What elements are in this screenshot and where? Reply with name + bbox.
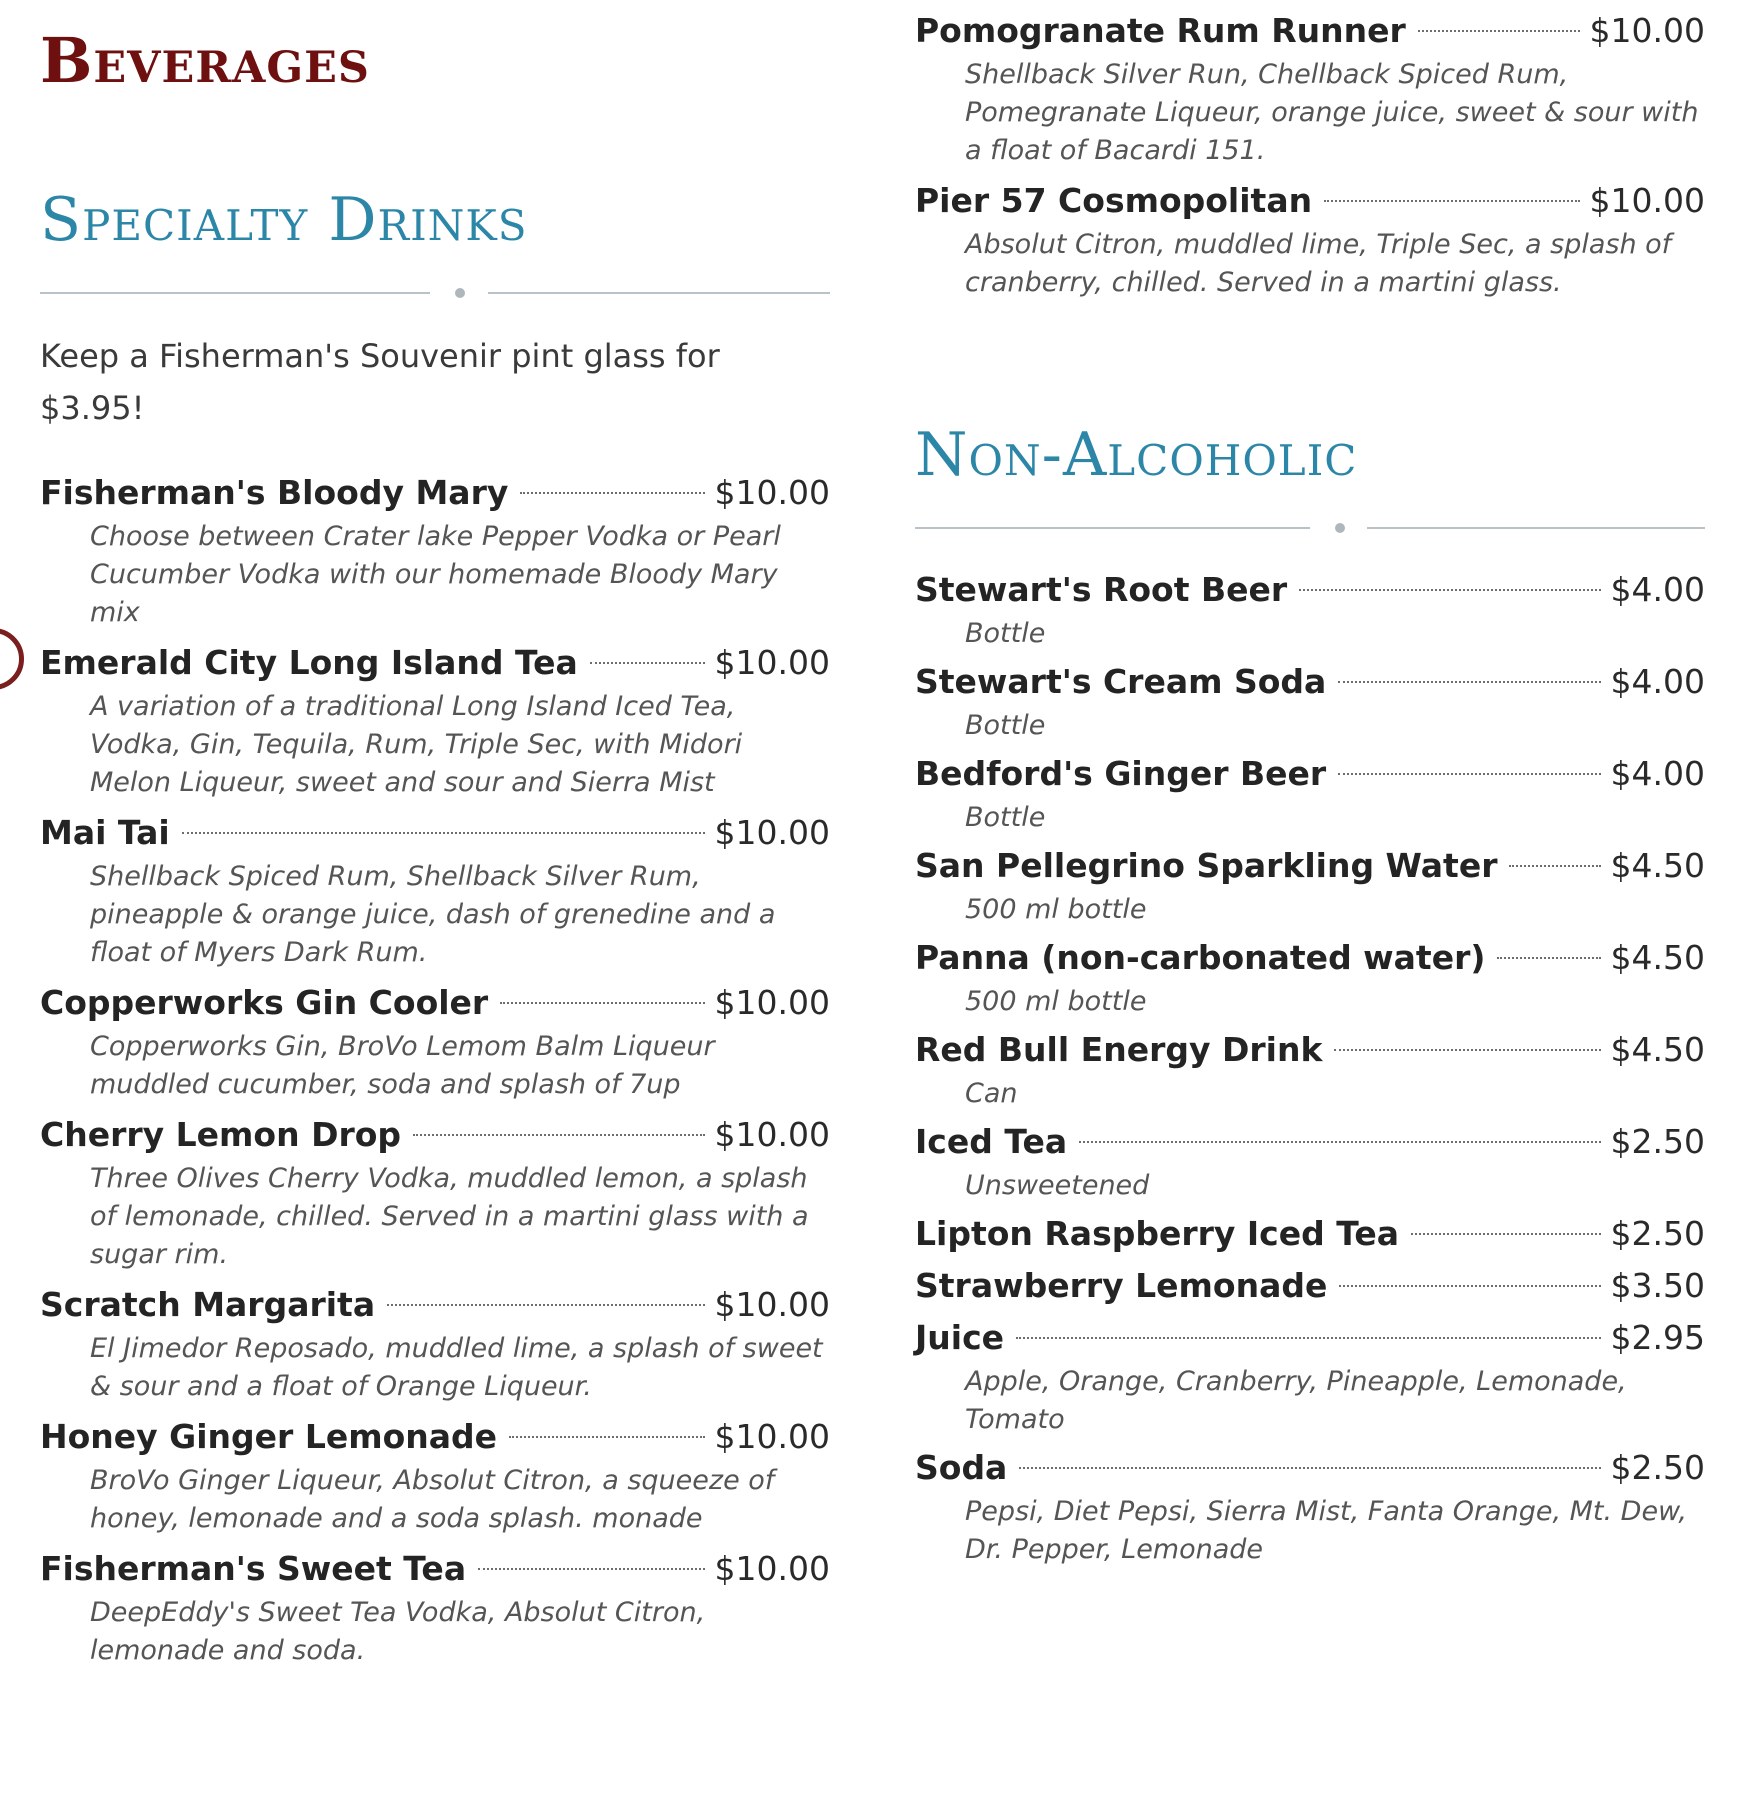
dot-leader xyxy=(478,1568,704,1570)
dot-leader xyxy=(1497,957,1600,959)
dot-leader xyxy=(387,1304,704,1306)
menu-item-row xyxy=(915,1445,1705,1491)
menu-item xyxy=(40,980,830,1104)
menu-item-row xyxy=(915,1027,1705,1073)
menu-item xyxy=(915,1027,1705,1113)
item-description: Absolut Citron, muddled lime, Triple Sec, a splash of cranberry, chilled. Served in a martini glass. xyxy=(965,229,1672,298)
menu-item xyxy=(915,1315,1705,1439)
dot-leader xyxy=(1334,1049,1600,1051)
dot-leader xyxy=(500,1002,704,1004)
menu-item xyxy=(40,810,830,972)
item-name: Honey Ginger Lemonade xyxy=(40,1417,498,1456)
item-description: BroVo Ginger Liqueur, Absolut Citron, a squeeze of honey, lemonade and a soda splash. monade xyxy=(90,1465,775,1534)
item-price: $4.50 xyxy=(1610,1030,1705,1069)
item-price: $10.00 xyxy=(714,1417,830,1456)
menu-item-row xyxy=(915,1315,1705,1361)
menu-item-row xyxy=(915,1263,1705,1309)
item-description: A variation of a traditional Long Island Iced Tea, Vodka, Gin, Tequila, Rum, Triple Sec, with Midori Melon Liqueur, sweet and sour and Sierra Mist xyxy=(90,691,743,798)
item-name: Mai Tai xyxy=(40,813,170,852)
menu-item-row xyxy=(40,1282,830,1328)
menu-item-row xyxy=(40,1112,830,1158)
item-description: Pepsi, Diet Pepsi, Sierra Mist, Fanta Orange, Mt. Dew, Dr. Pepper, Lemonade xyxy=(965,1496,1688,1565)
item-description: El Jimedor Reposado, muddled lime, a splash of sweet & sour and a float of Orange Liqueur. xyxy=(90,1333,823,1402)
menu-item xyxy=(915,843,1705,929)
menu-item xyxy=(915,178,1705,302)
non-alcoholic-list xyxy=(915,567,1705,1575)
item-name: Emerald City Long Island Tea xyxy=(40,643,578,682)
item-description: Can xyxy=(965,1078,1018,1109)
dot-leader xyxy=(182,832,705,834)
menu-item xyxy=(40,1414,830,1538)
item-description: Choose between Crater lake Pepper Vodka or Pearl Cucumber Vodka with our homemade Bloody Mary mix xyxy=(90,521,781,628)
item-name: Fisherman's Sweet Tea xyxy=(40,1549,467,1588)
menu-item-row xyxy=(40,1414,830,1460)
item-price: $2.50 xyxy=(1610,1122,1705,1161)
item-price: $4.00 xyxy=(1610,662,1705,701)
item-price: $2.50 xyxy=(1610,1448,1705,1487)
dot-leader xyxy=(509,1436,704,1438)
item-description: Unsweetened xyxy=(965,1170,1150,1201)
menu-item xyxy=(915,567,1705,653)
menu-item-row xyxy=(915,567,1705,613)
item-price: $10.00 xyxy=(1589,181,1705,220)
item-name: Lipton Raspberry Iced Tea xyxy=(915,1214,1399,1253)
section-title-non-alcoholic: Non-Alcoholic xyxy=(915,420,1358,490)
item-description: Bottle xyxy=(965,618,1046,649)
item-name: Scratch Margarita xyxy=(40,1285,376,1324)
menu-item-row xyxy=(40,470,830,516)
menu-item-row xyxy=(40,810,830,856)
item-name: San Pellegrino Sparkling Water xyxy=(915,846,1498,885)
menu-item-row xyxy=(40,980,830,1026)
item-price: $10.00 xyxy=(714,643,830,682)
item-price: $4.00 xyxy=(1610,754,1705,793)
item-price: $10.00 xyxy=(714,983,830,1022)
menu-item-row xyxy=(915,1119,1705,1165)
edge-circle-marker xyxy=(0,628,24,690)
item-description: Copperworks Gin, BroVo Lemom Balm Liqueur muddled cucumber, soda and splash of 7up xyxy=(90,1031,715,1100)
menu-item xyxy=(915,751,1705,837)
menu-item xyxy=(40,1112,830,1274)
item-name: Copperworks Gin Cooler xyxy=(40,983,489,1022)
item-price: $10.00 xyxy=(714,1285,830,1324)
dot-leader xyxy=(1339,1285,1600,1287)
item-name: Strawberry Lemonade xyxy=(915,1266,1328,1305)
dot-leader xyxy=(1338,681,1600,683)
dot-leader xyxy=(1338,773,1600,775)
menu-item-row xyxy=(40,640,830,686)
menu-item xyxy=(915,659,1705,745)
item-name: Stewart's Cream Soda xyxy=(915,662,1327,701)
item-price: $10.00 xyxy=(714,813,830,852)
item-name: Soda xyxy=(915,1448,1008,1487)
item-price: $3.50 xyxy=(1610,1266,1705,1305)
menu-item xyxy=(915,1211,1705,1257)
item-description: Shellback Spiced Rum, Shellback Silver Rum, pineapple & orange juice, dash of grenedine and a float of Myers Dark Rum. xyxy=(90,861,776,968)
dot-leader xyxy=(1411,1233,1601,1235)
menu-item-row xyxy=(40,1546,830,1592)
menu-item-row xyxy=(915,843,1705,889)
menu-item xyxy=(40,1282,830,1406)
dot-leader xyxy=(1324,200,1579,202)
section-divider xyxy=(915,521,1705,535)
menu-item-row xyxy=(915,178,1705,224)
item-price: $10.00 xyxy=(714,473,830,512)
item-name: Pier 57 Cosmopolitan xyxy=(915,181,1313,220)
item-price: $4.00 xyxy=(1610,570,1705,609)
page-title: Beverages xyxy=(40,24,370,97)
item-name: Bedford's Ginger Beer xyxy=(915,754,1327,793)
dot-leader xyxy=(1418,30,1580,32)
item-description: Bottle xyxy=(965,710,1046,741)
dot-leader xyxy=(590,662,705,664)
dot-leader xyxy=(413,1134,704,1136)
item-description: Shellback Silver Run, Chellback Spiced Rum, Pomegranate Liqueur, orange juice, sweet & sour with a float of Bacardi 151. xyxy=(965,59,1699,166)
item-name: Cherry Lemon Drop xyxy=(40,1115,402,1154)
item-description: DeepEddy's Sweet Tea Vodka, Absolut Citron, lemonade and soda. xyxy=(90,1597,706,1666)
menu-item xyxy=(40,470,830,632)
item-name: Fisherman's Bloody Mary xyxy=(40,473,509,512)
item-name: Panna (non-carbonated water) xyxy=(915,938,1486,977)
item-price: $10.00 xyxy=(714,1549,830,1588)
item-price: $10.00 xyxy=(1589,11,1705,50)
item-description: 500 ml bottle xyxy=(965,986,1147,1017)
dot-leader xyxy=(1019,1467,1600,1469)
item-description: Three Olives Cherry Vodka, muddled lemon, a splash of lemonade, chilled. Served in a martini glass with a sugar rim. xyxy=(90,1163,809,1270)
item-price: $4.50 xyxy=(1610,938,1705,977)
section-divider xyxy=(40,286,830,300)
dot-leader xyxy=(1016,1337,1600,1339)
dot-leader xyxy=(1079,1141,1600,1143)
item-name: Stewart's Root Beer xyxy=(915,570,1288,609)
menu-item-row xyxy=(915,659,1705,705)
item-price: $4.50 xyxy=(1610,846,1705,885)
souvenir-note: Keep a Fisherman's Souvenir pint glass for $3.95! xyxy=(40,337,720,427)
item-name: Red Bull Energy Drink xyxy=(915,1030,1323,1069)
menu-item xyxy=(40,640,830,802)
menu-item-row xyxy=(915,751,1705,797)
menu-item-row xyxy=(915,935,1705,981)
specialty-drinks-continued-list xyxy=(915,8,1705,310)
item-name: Iced Tea xyxy=(915,1122,1068,1161)
menu-item xyxy=(915,8,1705,170)
specialty-drinks-list xyxy=(40,470,830,1678)
section-title-specialty-drinks: Specialty Drinks xyxy=(40,185,528,255)
dot-leader xyxy=(520,492,704,494)
menu-item-row xyxy=(915,1211,1705,1257)
item-name: Juice xyxy=(915,1318,1005,1357)
item-price: $10.00 xyxy=(714,1115,830,1154)
item-description: 500 ml bottle xyxy=(965,894,1147,925)
menu-item xyxy=(915,1263,1705,1309)
dot-leader xyxy=(1299,589,1600,591)
menu-item xyxy=(915,935,1705,1021)
dot-leader xyxy=(1509,865,1600,867)
menu-item-row xyxy=(915,8,1705,54)
menu-item xyxy=(915,1119,1705,1205)
item-description: Bottle xyxy=(965,802,1046,833)
menu-item xyxy=(40,1546,830,1670)
menu-item xyxy=(915,1445,1705,1569)
item-price: $2.95 xyxy=(1610,1318,1705,1357)
item-name: Pomogranate Rum Runner xyxy=(915,11,1406,50)
item-description: Apple, Orange, Cranberry, Pineapple, Lemonade, Tomato xyxy=(965,1366,1627,1435)
item-price: $2.50 xyxy=(1610,1214,1705,1253)
